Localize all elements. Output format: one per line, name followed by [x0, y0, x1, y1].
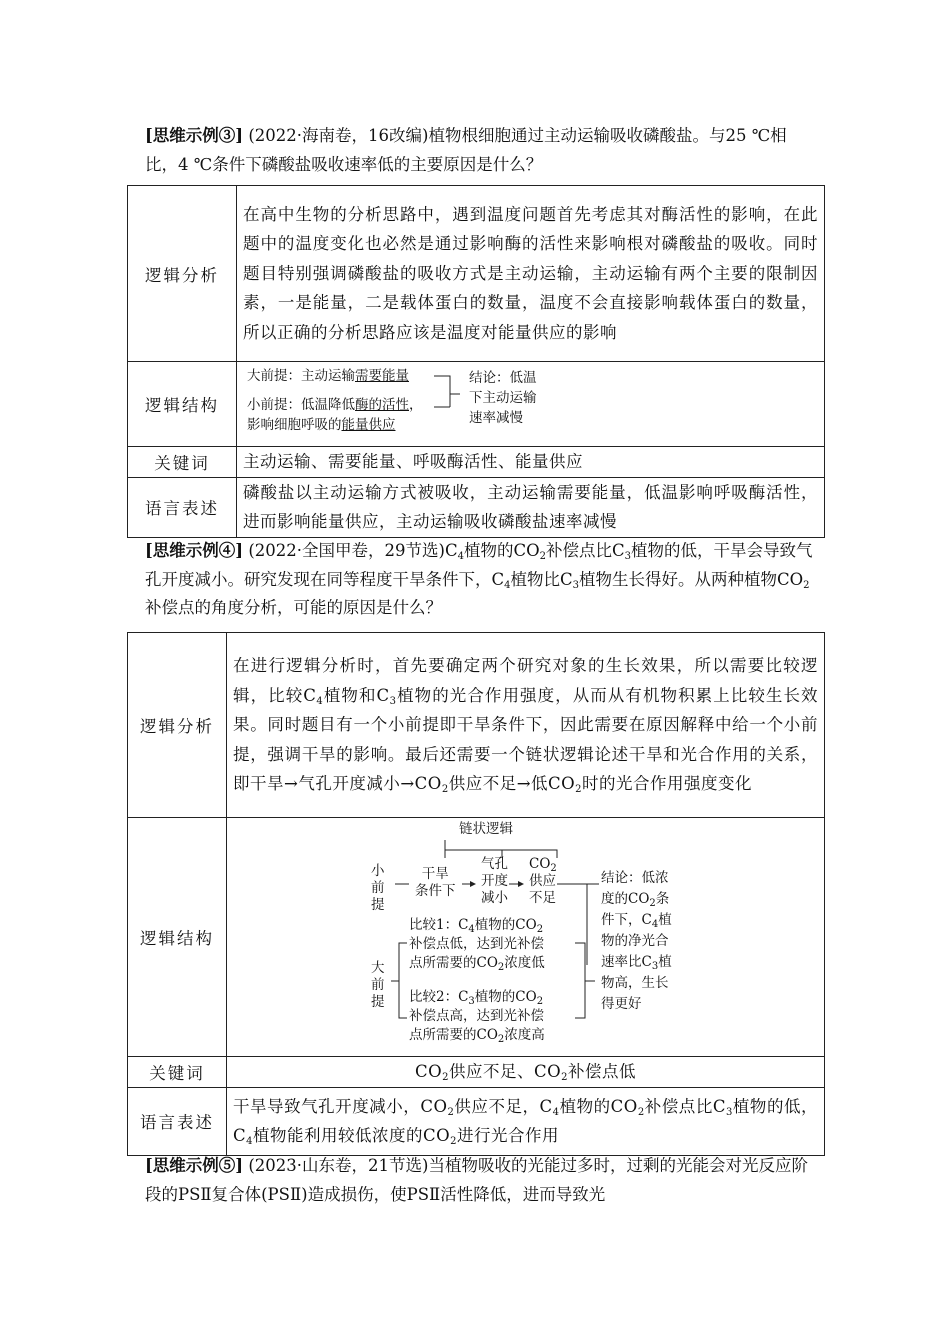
- expression-text: 磷酸盐以主动运输方式被吸收，主动运输需要能量，低温影响呼吸酶活性，进而影响能量供应，主动运输吸收磷酸盐速率减慢: [237, 477, 825, 537]
- chain-conclusion: 结论：低浓 度的$CO_2$条 件下，$C_4$植 物的净光合 速率比$C_3$植 物高，生长 得更好: [601, 870, 672, 1012]
- keywords-text: 主动运输、需要能量、呼吸酶活性、能量供应: [237, 447, 825, 478]
- structure-diagram-cell: [237, 362, 825, 447]
- example4-question: [145, 537, 815, 623]
- comparison-2: 比较2：$C_3$植物的$CO_2$ 补偿点高，达到光补偿 点所需要的$CO_2$浓度高: [409, 989, 545, 1045]
- label-keywords: 关键词: [128, 447, 237, 478]
- example5-question: [145, 1152, 815, 1209]
- example4-tag: [思维示例④]: [145, 541, 244, 560]
- major-premise: 大前提：主动运输需要能量: [247, 368, 409, 384]
- bracket-lines: [432, 372, 462, 417]
- example3-question: [145, 122, 815, 179]
- analysis-text: 在高中生物的分析思路中，遇到温度问题首先考虑其对酶活性的影响，在此题中的温度变化也必然是通过影响酶的活性来影响根对磷酸盐的吸收。同时题目特别强调磷酸盐的吸收方式是主动运输，主动运输有两个主要的限制因素，一是能量，二是载体蛋白的数量，温度不会直接影响载体蛋白的数量，所以正确的分析思路应该是温度对能量供应的影响: [237, 186, 825, 362]
- analysis-text-2: 在进行逻辑分析时，首先要确定两个研究对象的生长效果，所以需要比较逻辑，比较$C_4$植物和$C_3$植物的光合作用强度，从而从有机物积累上比较生长效果。同时题目有一个小前提即干旱条件下，因此需要在原因解释中给一个小前提，强调干旱的影响。最后还需要一个链状逻辑论述干旱和光合作用的关系，即干旱→气孔开度减小$\to CO_2$供应不足→低$CO_2$时的光合作用强度变化: [227, 633, 825, 818]
- keywords-text-2: $CO_2$供应不足、$CO_2$补偿点低: [227, 1057, 825, 1088]
- label-structure: 逻辑结构: [128, 362, 237, 447]
- example5-intro: (2023·山东卷，21节选)当植物吸收的光能过多时，过剩的光能会对光反应阶段的PSⅡ复合体(PSⅡ)造成损伤，使PSⅡ活性降低，进而导致光: [145, 1156, 808, 1204]
- example4-table: [127, 632, 825, 1156]
- expression-text-2: 干旱导致气孔开度减小，$CO_2$供应不足，$C_4$植物的$CO_2$补偿点比$C_3$植物的低，$C_4$植物能利用较低浓度的$CO_2$进行光合作用: [227, 1087, 825, 1155]
- major-label: 大 前 提: [371, 960, 385, 1010]
- co2-supply-node: $CO_2$ 供应 不足: [529, 856, 557, 906]
- conclusion-line1: 结论：低温: [469, 370, 537, 386]
- example3-tag: [思维示例③]: [145, 126, 244, 145]
- example3-table: [127, 185, 825, 538]
- syllogism-diagram: [237, 362, 824, 446]
- label-analysis: 逻辑分析: [128, 186, 237, 362]
- label-expression-2: 语言表述: [128, 1087, 227, 1155]
- label-analysis-2: 逻辑分析: [128, 633, 227, 818]
- drought-node: 干旱 条件下: [415, 866, 456, 899]
- label-structure-2: 逻辑结构: [128, 818, 227, 1057]
- structure-diagram-cell-2: [227, 818, 825, 1057]
- minor-premise-line2: 影响细胞呼吸的能量供应: [247, 417, 396, 433]
- label-expression: 语言表述: [128, 477, 237, 537]
- minor-label: 小 前 提: [371, 863, 385, 913]
- comparison-1: 比较1：$C_4$植物的$CO_2$ 补偿点低，达到光补偿 点所需要的$CO_2$浓度低: [409, 917, 545, 973]
- example3-intro: (2022·海南卷，16改编)植物根细胞通过主动运输吸收磷酸盐。与25 ℃相比，4 ℃条件下磷酸盐吸收速率低的主要原因是什么？: [145, 126, 787, 174]
- conclusion-line3: 速率减慢: [469, 410, 523, 426]
- minor-premise: 小前提：低温降低酶的活性，: [247, 397, 423, 413]
- label-keywords-2: 关键词: [128, 1057, 227, 1088]
- conclusion-line2: 下主动运输: [469, 390, 537, 406]
- chain-title: 链状逻辑: [459, 821, 513, 837]
- stomata-node: 气孔 开度 减小: [481, 856, 508, 906]
- example4-intro: (2022·全国甲卷，29节选)$C_4$植物的$CO_2$补偿点比$C_3$植物的低，干旱会导致气孔开度减小。研究发现在同等程度干旱条件下，$C_4$植物比$C_3$植物生长得好。从两种植物$CO_2$补偿点的角度分析，可能的原因是什么？: [145, 541, 813, 617]
- example5-tag: [思维示例⑤]: [145, 1156, 244, 1175]
- chain-logic-diagram: [227, 818, 824, 1056]
